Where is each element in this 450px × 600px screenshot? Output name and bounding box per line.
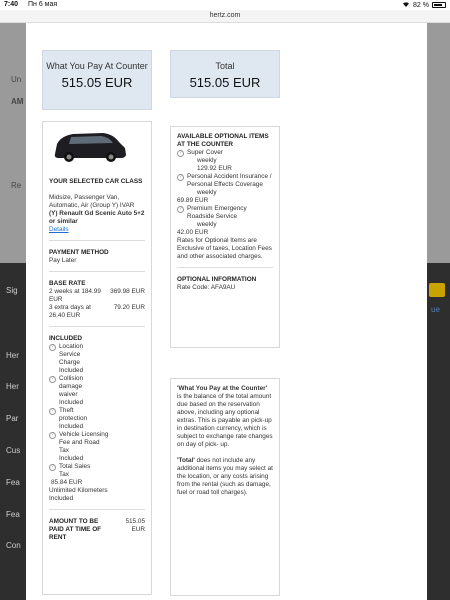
optional-item-name: Personal Accident Insurance / Personal Effects Coverage: [187, 173, 272, 188]
included-item-name: Location Service Charge: [59, 343, 84, 366]
included-item-status: Included: [59, 367, 84, 374]
optional-item-price: 69.89 EUR: [177, 197, 209, 204]
status-bar: [0, 0, 450, 10]
included-item-status: 85.84 EUR: [51, 479, 83, 486]
base-rate-label: 3 extra days at 26.40 EUR: [49, 304, 91, 319]
payment-method-value: Pay Later: [49, 257, 77, 264]
included-item-status: Included: [59, 399, 84, 406]
pay-at-counter-amount: 515.05 EUR: [61, 75, 133, 90]
explanation-paragraph: [177, 385, 273, 449]
bg-fragment: ue: [431, 305, 440, 314]
reservation-details: [42, 121, 152, 595]
explanation-text: does not include any additional items you may select at the location, or any costs arising from the rental (such as damage, fuel or road toll charges).: [177, 457, 273, 496]
base-rate-value: 79.20 EUR: [113, 304, 145, 311]
base-rate-value: 369.98 EUR: [110, 288, 145, 295]
car-image: [49, 128, 129, 164]
battery-icon: [432, 2, 446, 8]
url-host: hertz.com: [209, 12, 241, 19]
help-icon[interactable]: ?: [49, 408, 56, 415]
payment-method-heading: PAYMENT METHOD: [49, 249, 109, 256]
bg-fragment: Fea: [6, 510, 20, 519]
explanation-card: [170, 378, 280, 596]
amount-due-row: [49, 518, 145, 542]
included-item-status: Included: [59, 455, 84, 462]
unlimited-km: Unlimited Kilometers: [49, 487, 108, 494]
included-item-status: Included: [59, 423, 84, 430]
help-icon[interactable]: ?: [49, 376, 56, 383]
bg-fragment: Fea: [6, 478, 20, 487]
bg-fragment: Her: [6, 351, 19, 360]
total-label: Total: [215, 61, 235, 71]
base-rate-row: [49, 304, 145, 320]
list-item: [49, 431, 145, 455]
included-item-name: Total Sales Tax: [59, 463, 91, 478]
price-details-modal: [26, 23, 427, 600]
optional-item-period: weekly: [197, 157, 217, 164]
car-description: Midsize, Passenger Van, Automatic, Air (Group Y) IVAR: [49, 194, 135, 209]
help-icon[interactable]: ?: [49, 464, 56, 471]
explanation-text: is the balance of the total amount due based on the reservation above, including any optional extras. This is payable an pick-up in destination currency, which is subject to exchange rate changes on day of pick- up.: [177, 393, 273, 448]
total-summary: [170, 50, 280, 98]
help-icon[interactable]: ?: [177, 174, 184, 181]
rate-code: Rate Code: AFA9AU: [177, 284, 236, 291]
bg-button: [429, 283, 445, 297]
unlimited-km-status: Included: [49, 495, 74, 502]
help-icon[interactable]: ?: [49, 432, 56, 439]
list-item: [49, 375, 145, 399]
optional-items-note: Rates for Optional Items are Exclusive of taxes, Location Fees and other associated charges.: [177, 237, 272, 260]
bg-fragment: Con: [6, 541, 21, 550]
optional-item-price: 42.00 EUR: [177, 229, 209, 236]
bg-fragment: Cus: [6, 446, 21, 455]
battery-percent: 82 %: [413, 1, 429, 9]
bg-fragment: Her: [6, 382, 19, 391]
list-item: [49, 463, 145, 479]
total-amount: 515.05 EUR: [189, 75, 261, 90]
amount-due-label: AMOUNT TO BE PAID AT TIME OF RENT: [49, 518, 102, 541]
list-item: [177, 205, 273, 221]
base-rate-heading: BASE RATE: [49, 280, 86, 287]
optional-item-period: weekly: [197, 221, 217, 228]
pay-at-counter-label: What You Pay At Counter: [46, 61, 148, 71]
help-icon[interactable]: ?: [177, 206, 184, 213]
pay-at-counter-summary: [42, 50, 152, 110]
optional-item-name: Premium Emergency Roadside Service: [187, 205, 247, 220]
optional-item-name: Super Cover: [187, 149, 223, 156]
car-model: (Y) Renault Gd Scenic Auto 5+2 or similar: [49, 210, 145, 225]
list-item: [177, 149, 273, 157]
list-item: [49, 407, 145, 423]
explanation-paragraph: [177, 457, 273, 497]
bg-fragment: Re: [11, 181, 22, 190]
explanation-term: 'Total': [177, 457, 195, 464]
optional-items-card: [170, 126, 280, 348]
included-item-name: Vehicle Licensing Fee and Road Tax: [59, 431, 109, 454]
car-class-heading: YOUR SELECTED CAR CLASS: [49, 178, 143, 185]
wifi-icon: [402, 1, 410, 9]
list-item: [177, 173, 273, 189]
included-item-name: Collision damage waiver: [59, 375, 84, 398]
bg-fragment: Un: [11, 75, 22, 84]
base-rate-label: 2 weeks at 184.99 EUR: [49, 288, 101, 303]
bg-fragment: AM: [11, 97, 24, 106]
url-bar[interactable]: [0, 10, 450, 23]
included-list: [49, 343, 145, 503]
explanation-term: 'What You Pay at the Counter': [177, 385, 268, 392]
amount-due-value: 515.05 EUR: [125, 518, 145, 533]
optional-items-heading: AVAILABLE OPTIONAL ITEMS AT THE COUNTER: [177, 133, 269, 148]
included-heading: INCLUDED: [49, 335, 83, 342]
list-item: [49, 343, 145, 367]
included-item-name: Theft protection: [59, 407, 88, 422]
help-icon[interactable]: ?: [49, 344, 56, 351]
status-date: Пн 6 мая: [28, 1, 58, 8]
car-details-link[interactable]: Details: [49, 226, 69, 233]
status-time: 7:40: [4, 1, 19, 8]
help-icon[interactable]: ?: [177, 150, 184, 157]
optional-item-period: weekly: [197, 189, 217, 196]
optional-info-heading: OPTIONAL INFORMATION: [177, 276, 257, 283]
bg-fragment: Sig: [6, 286, 18, 295]
base-rate-row: [49, 288, 145, 304]
optional-item-price: 129.92 EUR: [197, 165, 232, 172]
bg-fragment: Par: [6, 414, 19, 423]
